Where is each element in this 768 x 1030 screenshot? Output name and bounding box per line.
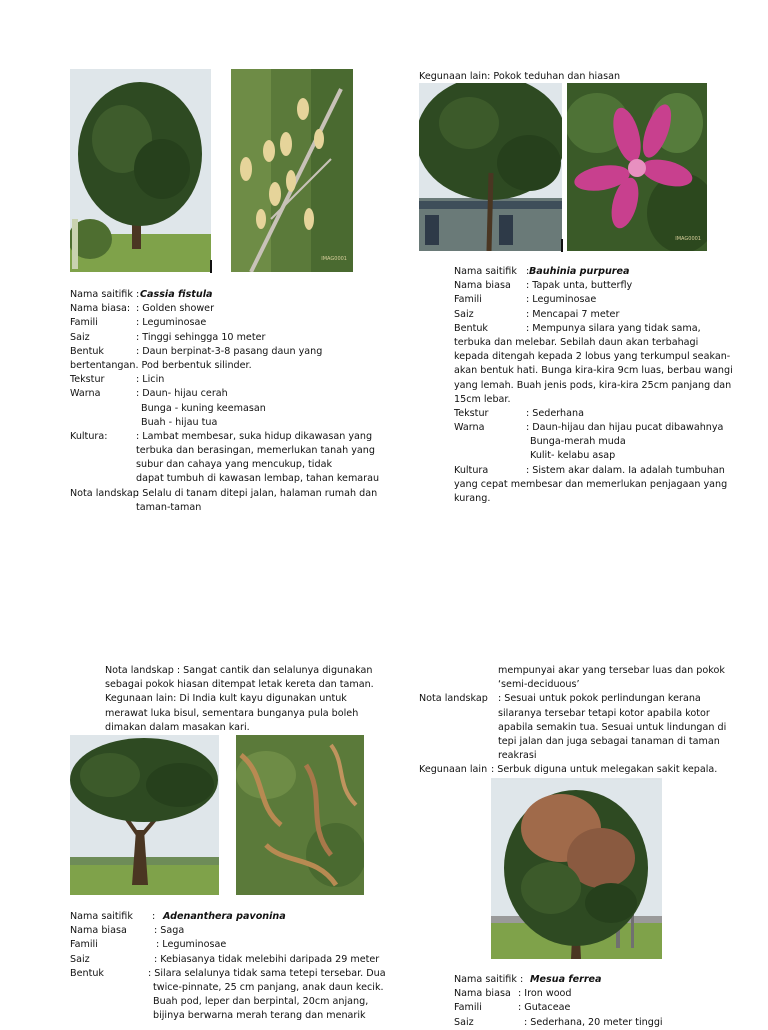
bauhinia-flower-photo (567, 83, 707, 251)
right-row-kegunaan (419, 763, 733, 777)
intro-line: Kegunaan lain: Di India kult kayu digunakan untuk (105, 693, 347, 705)
adenanthera-row-bentuk (70, 967, 390, 981)
field-label: Famili (70, 939, 98, 951)
cassia-row-tekstur (70, 373, 390, 387)
field-label: Saiz (454, 1016, 474, 1028)
bauhinia-bentuk-line: akan bentuk hati. Bunga kira-kira 9cm luas, berbau wangi (454, 365, 733, 377)
nota-line (419, 735, 733, 749)
kultura-line-text: dapat tumbuh di kawasan lembap, tahan kemarau (136, 473, 380, 485)
kultura-line-text: terbuka dan berasingan, memerlukan tanah yang (136, 445, 375, 457)
field-value: : Tapak unta, butterfly (526, 280, 633, 292)
cassia-row-warna (70, 387, 390, 401)
mesua-details (454, 973, 724, 1030)
nota-cont-text: taman-taman (136, 501, 202, 513)
akar-line (419, 664, 733, 678)
cassia-warna-line (70, 402, 390, 416)
photo-watermark: IMAG0001 (321, 255, 347, 262)
cassia-row-nota (70, 487, 390, 501)
field-value: : Saga (154, 925, 185, 937)
field-value: : Daun-hijau dan hijau pucat dibawahnya (526, 422, 724, 434)
adenanthera-row-famili (70, 938, 390, 952)
field-value: : Lambat membesar, suka hidup dikawasan yang (136, 430, 373, 442)
field-value: : Sederhana, 20 meter tinggi (524, 1016, 663, 1028)
bauhinia-kegunaan-top: Kegunaan lain: Pokok teduhan dan hiasan (419, 71, 621, 82)
bauhinia-kultura-line: yang cepat membesar dan memerlukan penjagaan yang (454, 478, 728, 490)
cassia-details (70, 288, 390, 515)
scientific-name: Cassia fistula (140, 289, 213, 300)
field-value: : Licin (136, 374, 165, 386)
cassia-nota-cont (70, 501, 390, 515)
cassia-row-nama-biasa (70, 302, 390, 316)
nota-line (419, 721, 733, 735)
bauhinia-row-nama-biasa (454, 279, 724, 293)
cassia-kultura-line (70, 458, 390, 472)
bauhinia-details (454, 265, 733, 506)
bentuk-line-text: Buah pod, leper dan berpintal, 20cm anjang, (153, 996, 369, 1008)
field-label: Kultura (454, 464, 489, 476)
field-value: : Serbuk diguna untuk melegakan sakit kepala. (491, 764, 718, 776)
bauhinia-row-saiz (454, 308, 724, 322)
cassia-row-famili (70, 316, 390, 330)
bentuk-line-text: twice-pinnate, 25 cm panjang, anak daun kecik. (153, 981, 384, 993)
cassia-row-saiz (70, 331, 390, 345)
cassia-warna-line (70, 416, 390, 430)
cassia-pods-photo (231, 69, 353, 272)
cassia-row-nama-saitifik (70, 288, 390, 302)
scientific-name-colon: : (152, 911, 156, 922)
field-value: : Mempunya silara yang tidak sama, (526, 322, 701, 334)
right-row-nota (419, 692, 733, 706)
field-label: Nama saitifik (70, 911, 133, 922)
field-label: Saiz (70, 953, 90, 965)
adenanthera-row-nama-saitifik (70, 910, 390, 924)
nota-line-text: silaranya tersebar tetapi kotor apabila kotor (498, 707, 710, 719)
field-label: Nama saitifik (454, 266, 517, 277)
adenanthera-bentuk-line (70, 981, 390, 995)
intro-line: Nota landskap : Sangat cantik dan selalunya digunakan (105, 665, 373, 676)
field-label: Nama biasa (454, 280, 511, 292)
kultura-line-text: subur dan cahaya yang mencukup, tidak (136, 459, 333, 471)
cassia-kultura-line (70, 472, 390, 486)
adenanthera-row-nama-biasa (70, 924, 390, 938)
adenanthera-bentuk-line (70, 1009, 390, 1023)
field-label: Warna (70, 388, 101, 400)
field-label: Famili (70, 317, 98, 329)
adenanthera-intro (105, 664, 375, 735)
field-value: : Daun- hijau cerah (136, 388, 228, 400)
field-value: : Iron wood (518, 988, 572, 1000)
photo-watermark: IMAG0001 (675, 235, 701, 242)
field-label: Nama saitifik : (70, 289, 140, 300)
field-value: : Sederhana (526, 407, 584, 419)
photo-edge-mark (210, 260, 212, 273)
bauhinia-warna-line (454, 435, 724, 449)
nota-line-text: reakrasi (498, 750, 537, 762)
photo-edge-mark (561, 239, 563, 252)
field-label: Saiz (454, 308, 474, 320)
field-label: Nota landskap (70, 487, 139, 499)
bauhinia-row-famili (454, 293, 724, 307)
bauhinia-bentuk-line: kepada ditengah kepada 2 lobus yang terkumpul seakan- (454, 351, 731, 363)
cassia-tree-photo (70, 69, 211, 272)
field-label: Tekstur (70, 374, 105, 386)
cassia-row-bentuk (70, 345, 390, 359)
scientific-name: Bauhinia purpurea (529, 266, 630, 277)
field-value: : Selalu di tanam ditepi jalan, halaman rumah dan (136, 487, 378, 499)
bauhinia-warna-line (454, 449, 724, 463)
field-label: Nama biasa (70, 925, 127, 937)
field-value: : Leguminosae (136, 317, 207, 329)
field-label: Bentuk (70, 967, 104, 979)
field-value: : Mencapai 7 meter (526, 308, 620, 320)
field-label: Bentuk (70, 345, 104, 357)
mesua-tree-photo (491, 778, 662, 959)
scientific-name: Mesua ferrea (530, 974, 602, 985)
bauhinia-row-warna (454, 421, 724, 435)
field-label: Kegunaan lain (419, 764, 488, 776)
mesua-row-nama-biasa (454, 987, 724, 1001)
akar-line (419, 678, 733, 692)
cassia-row-kultura (70, 430, 390, 444)
field-value: : Gutaceae (518, 1002, 571, 1014)
field-label: Warna (454, 422, 485, 434)
field-value: : Leguminosae (526, 294, 597, 306)
adenanthera-bentuk-line (70, 995, 390, 1009)
nota-line (419, 707, 733, 721)
intro-line: dimakan dalam masakan kari. (105, 721, 250, 733)
mesua-row-nama-saitifik (454, 973, 724, 987)
warna-line-text: Kulit- kelabu asap (530, 450, 616, 462)
field-label: Famili (454, 294, 482, 306)
adenanthera-details (70, 910, 390, 1024)
warna-line-text: Bunga-merah muda (530, 436, 626, 448)
mesua-row-famili (454, 1001, 724, 1015)
scientific-name: Adenanthera pavonina (163, 911, 286, 922)
field-label: Nota landskap (419, 693, 488, 705)
field-value: : Sesuai untuk pokok perlindungan kerana (498, 693, 701, 705)
field-label: Nama saitifik : (454, 974, 524, 985)
bauhinia-bentuk-line: 15cm lebar. (454, 393, 511, 405)
adenanthera-tree-photo (70, 735, 219, 895)
intro-line: merawat luka bisul, sementara bunganya pula boleh (105, 707, 359, 719)
bauhinia-row-bentuk (454, 322, 724, 336)
right-lower-text (419, 664, 733, 778)
field-value: : Golden shower (136, 303, 215, 315)
field-value: : Daun berpinat-3-8 pasang daun yang (136, 345, 323, 357)
field-label: Tekstur (454, 407, 489, 419)
cassia-kultura-line (70, 444, 390, 458)
nota-line-text: apabila semakin tua. Sesuai untuk lindungan di (498, 721, 727, 733)
bauhinia-row-tekstur (454, 407, 724, 421)
scientific-name-colon: : (526, 266, 530, 277)
field-value: : Leguminosae (156, 939, 227, 951)
warna-line-text: Buah - hijau tua (141, 416, 218, 428)
field-label: Bentuk (454, 322, 488, 334)
field-label: Nama biasa: (70, 303, 131, 315)
adenanthera-pods-photo (236, 735, 364, 895)
bentuk-line-text: bijinya berwarna merah terang dan menarik (153, 1010, 366, 1022)
bauhinia-tree-photo (419, 83, 562, 251)
bauhinia-kultura-line: kurang. (454, 493, 491, 504)
field-value: : Silara selalunya tidak sama tetepi tersebar. Dua (148, 967, 386, 979)
field-value: : Tinggi sehingga 10 meter (136, 331, 266, 343)
adenanthera-row-saiz (70, 953, 390, 967)
bauhinia-bentuk-line: terbuka dan melebar. Sebilah daun akan terbahagi (454, 336, 699, 348)
mesua-row-saiz (454, 1016, 724, 1030)
bauhinia-row-kultura (454, 464, 724, 478)
field-value: : Sistem akar dalam. Ia adalah tumbuhan (526, 464, 725, 476)
field-label: Famili (454, 1002, 482, 1014)
nota-line (419, 749, 733, 763)
field-label: Saiz (70, 331, 90, 343)
nota-line-text: tepi jalan dan juga sebagai tanaman di taman (498, 735, 720, 747)
field-value: : Kebiasanya tidak melebihi daripada 29 meter (154, 953, 380, 965)
bauhinia-bentuk-line: yang lemah. Buah jenis pods, kira-kira 25cm panjang dan (454, 379, 732, 391)
warna-line-text: Bunga - kuning keemasan (141, 402, 266, 414)
intro-line: sebagai pokok hiasan ditempat letak kereta dan taman. (105, 679, 374, 691)
cassia-bentuk-cont: bertentangan. Pod berbentuk silinder. (70, 359, 252, 371)
field-label: Kultura: (70, 430, 108, 442)
akar-line-text: ‘semi-deciduous’ (498, 679, 580, 691)
akar-line-text: mempunyai akar yang tersebar luas dan pokok (498, 665, 725, 676)
bauhinia-row-nama-saitifik (454, 265, 724, 279)
field-label: Nama biasa (454, 988, 511, 1000)
